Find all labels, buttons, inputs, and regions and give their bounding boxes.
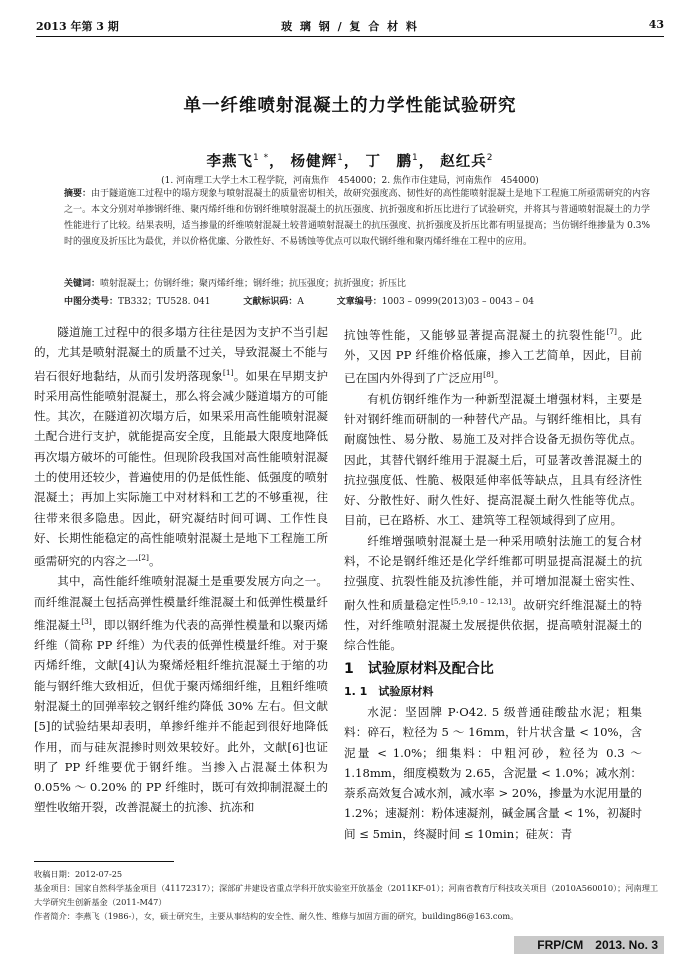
- abstract: [64, 186, 650, 250]
- abstract-text: 由于隧道施工过程中的塌方现象与喷射混凝土的质量密切相关，故研究强度高、韧性好的高性能喷射混凝土是地下工程施工所亟需研究的内容之一。本文分别对单掺钢纤维、聚丙烯纤维和仿钢纤维喷射混凝土的抗压强度、抗折强度和折压比进行了试验研究，并将其与普通喷射混凝土的力学性能进行了比较。结果表明，适当掺量的纤维喷射混凝土较普通喷射混凝土的抗压强度、抗折强度及折压比都有明显提高；当仿钢纤维掺量为 0.3% 时的强度及折压比为最优，并以价格优廉、分散性好、不易锈蚀等优点可以取代钢纤维和聚丙烯纤维在工程中的应用。: [64, 189, 650, 247]
- article-no-value: 1003 – 0999(2013)03 – 0043 – 04: [381, 297, 534, 307]
- citation: [8]: [483, 370, 494, 380]
- keywords-label: 关键词：: [64, 279, 101, 289]
- citation: [2]: [138, 553, 149, 563]
- author-affil-mark: 1: [411, 153, 419, 164]
- journal-footer-badge: FRP/CM 2013. No. 3: [514, 936, 664, 954]
- doc-code-value: A: [297, 297, 304, 307]
- citation: [5,9,10 – 12,13]: [450, 596, 512, 606]
- keywords: [64, 276, 650, 289]
- running-header: [36, 14, 664, 37]
- author-name: 杨健辉: [290, 154, 338, 170]
- author-name: 赵红兵: [440, 154, 487, 170]
- footnotes: [34, 867, 660, 923]
- abstract-label: 摘要：: [64, 189, 92, 199]
- citation: [7]: [606, 327, 617, 336]
- section-heading: 1 试验原材料及配合比: [344, 661, 494, 678]
- body-paragraph: 有机仿钢纤维作为一种新型混凝土增强材料，主要是针对钢纤维而研制的一种替代产品。与钢纤维相比，具有耐腐蚀性、易分散、易施工及对拌合设备无损伤等优点。因此，其替代钢纤维用于混凝土后，可显著改善混凝土的抗拉强度低、性脆、极限延伸率低等缺点，且具有经济性好、分散性好、耐久性好、提高混凝土耐久性能等优点。目前，已在路桥、水工、建筑等工程领域得到了应用。: [344, 391, 642, 528]
- author-bio: 作者简介：李燕飞（1986-），女，硕士研究生，主要从事结构的安全性、耐久性、维修与加固方面的研究，building86@163.com。: [34, 911, 519, 921]
- body-paragraph: 其中，高性能纤维喷射混凝土是重要发展方向之一。而纤维混凝土包括高弹性模量纤维混凝土和低弹性模量纤维混凝土[3]，即以钢纤维为代表的高弹性模量和以聚丙烯纤维（简称 PP 纤维）为代表的低弹性模量纤维。对于聚丙烯纤维，文献[4]认为聚烯烃粗纤维抗混凝土于缩的功能与钢纤维大致相近，但优于聚丙烯细纤维，且粗纤维喷射混凝土的回弹率较之钢纤维约降低 30% 左右。但文献[5]的试验结果却表明，单掺纤维并不能起到很好地降低作用，而与硅灰混掺时则效果较好。此外，文献[6]也证明了 PP 纤维要优于钢纤维。当掺入占混凝土体积为 0.05% ～ 0.20% 的 PP 纤维时，既可有效抑制混凝土的塑性收缩开裂，改善混凝土的抗渗、抗冻和: [34, 574, 328, 815]
- affiliation: (1. 河南理工大学土木工程学院，河南焦作 454000；2. 焦作市住建局，河南焦作 454000): [161, 176, 539, 186]
- author-name: 李燕飞: [206, 154, 253, 170]
- issue-label: 2013 年第 3 期: [36, 20, 119, 33]
- journal-name: 玻 璃 钢 / 复 合 材 料: [281, 20, 419, 33]
- author-affil-mark: 2: [486, 153, 494, 164]
- page-number: 43: [648, 18, 664, 31]
- author-name: 丁 鹏: [365, 154, 412, 170]
- subsection-heading: 1. 1 试验原材料: [344, 684, 434, 698]
- body-paragraph: 水泥：坚固牌 P·O42. 5 级普通硅酸盐水泥；粗集料：碎石，粒径为 5 ～ 16mm，针片状含量 < 10%，含泥量 < 1.0%；细集料：中粗河砂，粒径为 0.3 ～ 1.18mm，细度模数为 2.65，含泥量 < 1.0%；减水剂：萘系高效复合减水剂，减水率 > 20%，掺量为水泥用量的 1.2%；速凝剂：粉体速凝剂，碱金属含量 < 1%，初凝时间 ≤ 5min，终凝时间 ≤ 10min；硅灰：青: [344, 704, 642, 841]
- received-date: 收稿日期：2012-07-25: [34, 869, 123, 879]
- doc-code-label: 文献标识码：: [243, 297, 298, 307]
- footnote-rule: [34, 861, 174, 862]
- article-no-label: 文章编号：: [336, 297, 382, 307]
- body-column-left: [34, 322, 328, 818]
- clc-value: TB332；TU528. 041: [118, 297, 211, 307]
- author-list: 李燕飞$^{1 *}$， 杨健辉$^1$， 丁 鹏$^1$， 赵红兵$^2$: [206, 153, 494, 170]
- body-paragraph: 抗蚀等性能，又能够显著提高混凝土的抗裂性能[7]。此外，又因 PP 纤维价格低廉，掺入工艺简单，因此，目前已在国内外得到了广泛应用[8]。: [344, 327, 642, 386]
- author-affil-mark: 1 *: [253, 153, 270, 164]
- body-column-right: [344, 322, 642, 844]
- keywords-text: 喷射混凝土；仿钢纤维；聚丙烯纤维；钢纤维；抗压强度；抗折强度；折压比: [100, 279, 407, 289]
- body-paragraph: 隧道施工过程中的很多塌方往往是因为支护不当引起的，尤其是喷射混凝土的质量不过关，导致混凝土不能与岩石很好地黏结，从而引发坍落现象[1]。如果在早期支护时采用高性能喷射混凝土，那么将会减少隧道塌方的可能性。其次，在隧道初次塌方后，如果采用高性能喷射混凝土配合进行支护，就能提高安全度，且能最大限度地降低再次塌方破坏的可能性。但现阶段我国对高性能喷射混凝土的使用还较少，普遍使用的仍是低性能、低强度的喷射混凝土；再加上实际施工中对材料和工艺的不够重视，往往带来很多隐患。因此，研究凝结时间可调、工作性良好、长期性能稳定的高性能喷射混凝土是地下工程施工所亟需研究的内容之一[2]。: [34, 325, 328, 568]
- clc-label: 中图分类号：: [64, 297, 119, 307]
- author-affil-mark: 1: [337, 153, 344, 164]
- fund-info: 基金项目：国家自然科学基金项目（41172317）；深部矿井建设省重点学科开放实验室开放基金（2011KF-01）；河南省教育厅科技攻关项目（2010A560010）；河南理工大学研究生创新基金（2011-M47）: [34, 883, 659, 907]
- classification-line: [64, 294, 650, 307]
- citation: [1]: [222, 367, 234, 377]
- citation: [3]: [81, 616, 92, 626]
- body-paragraph: 纤维增强喷射混凝土是一种采用喷射法施工的复合材料，不论是钢纤维还是化学纤维都可明显提高混凝土的抗拉强度、抗裂性能及抗渗性能，并可增加混凝土密实性、耐久性和质量稳定性[5,9,10 – 12,13]。故研究纤维混凝土的特性，对纤维喷射混凝土发展提供依据，提高喷射混凝土的综合性能。: [344, 533, 642, 653]
- article-title: 单一纤维喷射混凝土的力学性能试验研究: [183, 96, 517, 116]
